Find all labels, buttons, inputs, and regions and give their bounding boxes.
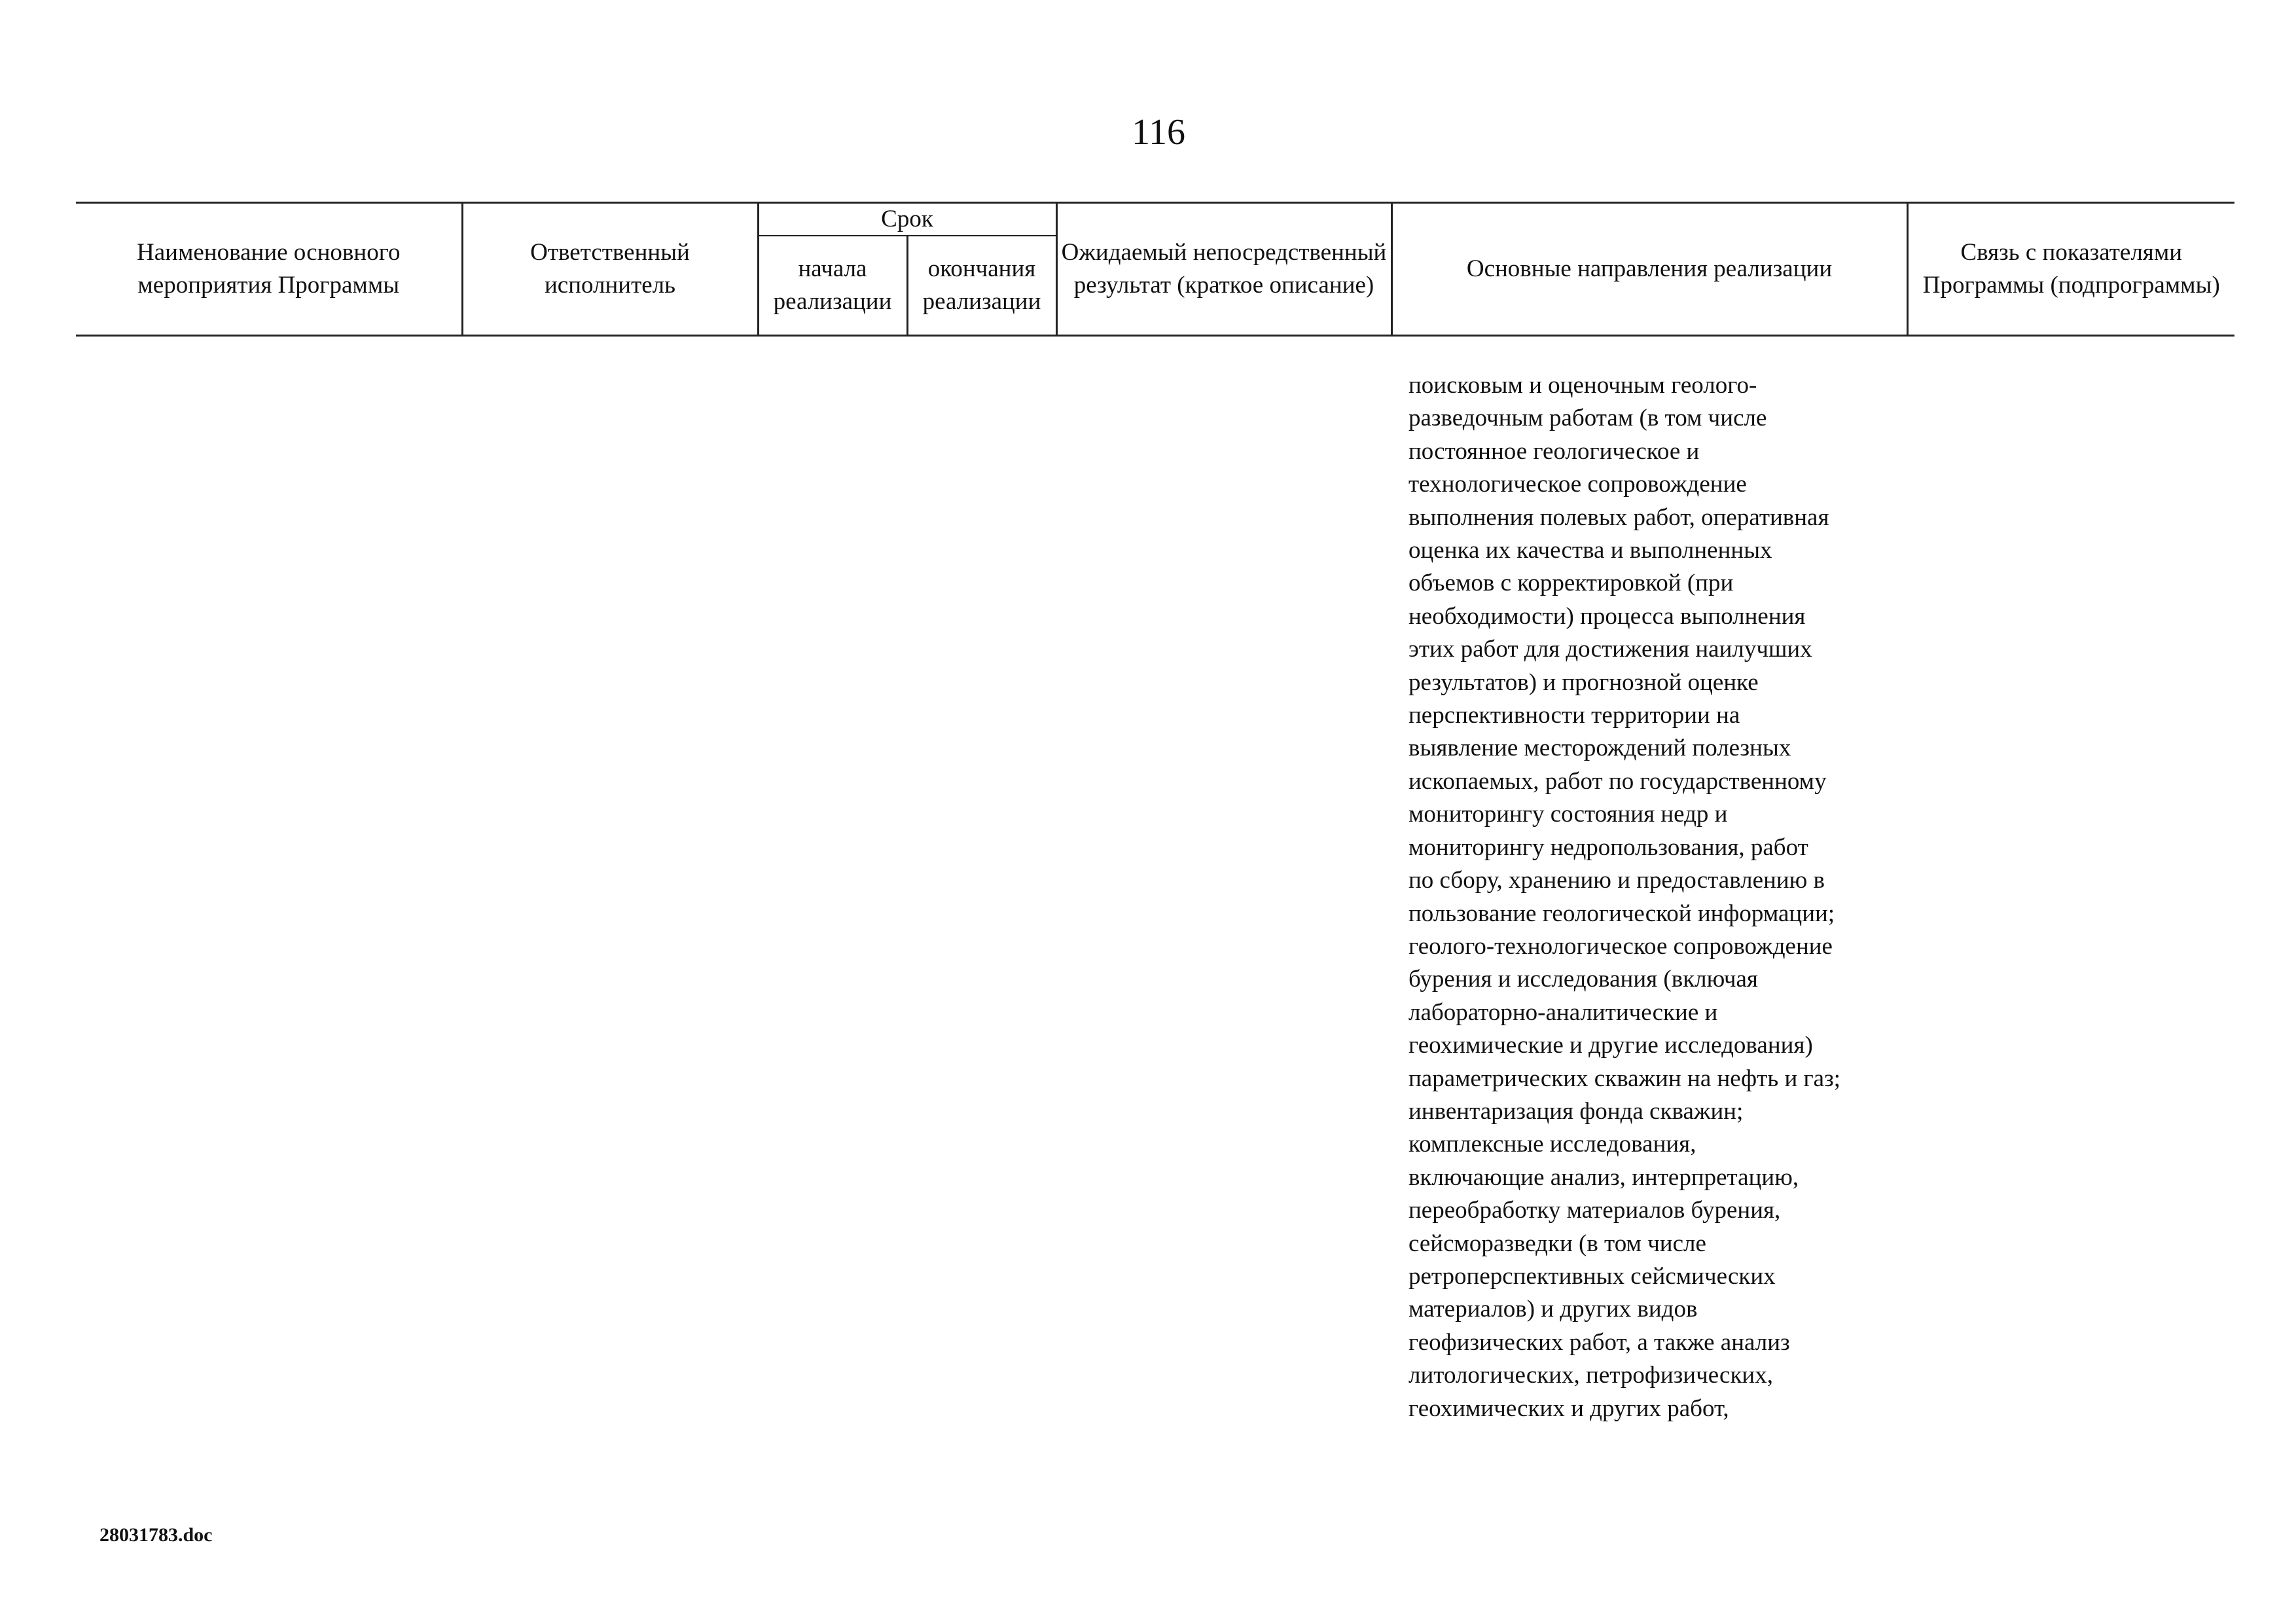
cell-event-name [76, 336, 462, 1426]
cell-executor [462, 336, 758, 1426]
cell-directions [1391, 336, 1907, 1426]
directions-text: поисковым и оценочным геолого- разведочным работам (в том числе постоянное геологическое и технологическое сопровождение выполнения полевых работ, оперативная оценка их качества и выполненных объемов с корректировкой (при необходимости) процесса выполнения этих работ для достижения наилучших результатов) и прогнозной оценке перспективности территории на выявление месторождений полезных ископаемых, работ по государственному мониторингу состояния недр и мониторингу недропользования, работ по сбору, хранению и предоставлению в пользование геологической информации; геолого-технологическое сопровождение бурения и исследования (включая лабораторно-аналитические и геохимические и другие исследования) параметрических скважин на нефть и газ; инвентаризация фонда скважин; комплексные исследования, включающие анализ, интерпретацию, переобработку материалов бурения, сейсморазведки (в том числе ретроперспективных сейсмических материалов) и других видов геофизических работ, а также анализ литологических, петрофизических, геохимических и других работ, [1408, 372, 1840, 1422]
header-directions: Основные направления реализации [1391, 203, 1907, 336]
header-end: окончания реализации [907, 236, 1056, 336]
header-event-name: Наименование основного мероприятия Программы [76, 203, 462, 336]
program-table-grid [76, 202, 2234, 1425]
table-row [76, 336, 2234, 1426]
cell-start [758, 336, 907, 1426]
header-expected-result: Ожидаемый непосредственный результат (краткое описание) [1056, 203, 1391, 336]
header-start: начала реализации [758, 236, 907, 336]
cell-expected-result [1056, 336, 1391, 1426]
header-term: Срок [758, 203, 1056, 236]
program-table [76, 202, 2234, 1425]
page-number: 116 [1132, 112, 1185, 153]
header-executor: Ответственный исполнитель [462, 203, 758, 336]
header-link-indicators: Связь с показателями Программы (подпрограммы) [1907, 203, 2234, 336]
cell-link-indicators [1907, 336, 2234, 1426]
header-row-top [76, 203, 2234, 236]
cell-end [907, 336, 1056, 1426]
document-filename: 28031783.doc [99, 1524, 213, 1546]
